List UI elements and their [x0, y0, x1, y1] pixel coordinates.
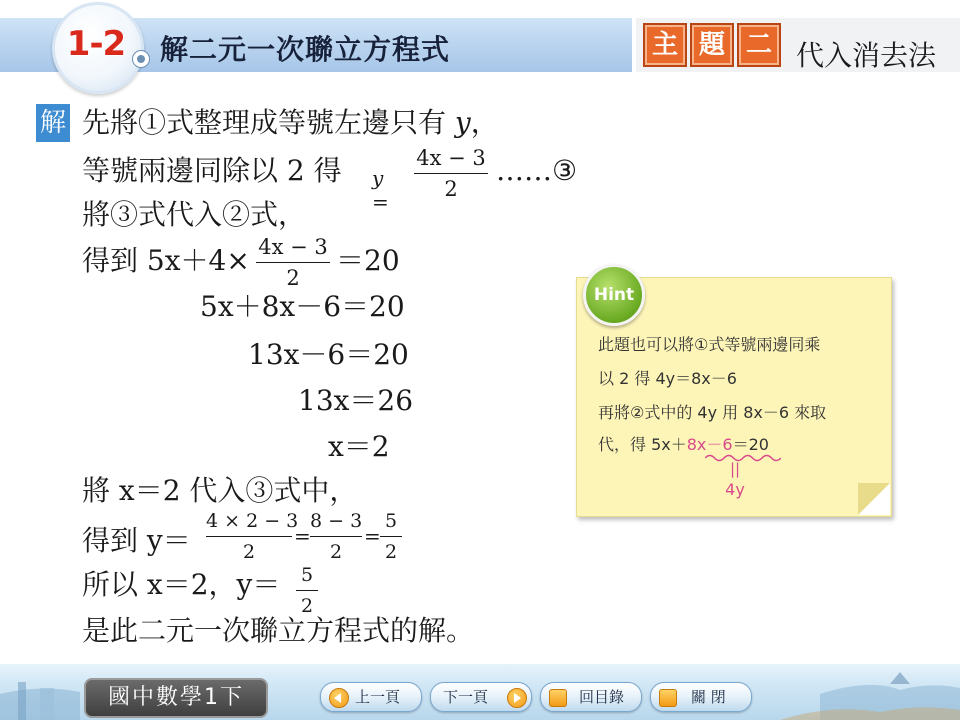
- close-icon: [659, 689, 677, 707]
- solution-line-6-prefix: 得到 y＝: [82, 524, 191, 557]
- hint-line-4: [598, 432, 769, 455]
- topic-char-3: 二: [737, 23, 781, 67]
- hint-line-2: 以 2 得 4y＝8x－6: [598, 369, 737, 388]
- close-button[interactable]: [650, 682, 752, 712]
- solution-line-2-tail: ……③: [496, 154, 578, 187]
- solution-line-3: 將③式代入②式，: [82, 198, 307, 231]
- solution-line-8: 是此二元一次聯立方程式的解。: [82, 614, 475, 647]
- hint-equals-mark: ||: [729, 460, 741, 478]
- fraction-numerator: 5: [384, 510, 398, 532]
- solution-line-7-fraction: [296, 562, 318, 619]
- solution-line-4-fraction: [256, 234, 330, 291]
- fraction-bar: [310, 536, 362, 537]
- hint-line-3: 再將②式中的 4y 用 8x－6 來取: [598, 403, 827, 422]
- fraction-denominator: 2: [329, 541, 343, 563]
- solution-line-6-eq-1: =: [294, 524, 311, 548]
- header: [0, 0, 960, 92]
- solution-line-6-fraction-2: [310, 508, 362, 565]
- fraction-numerator: 4x − 3: [258, 235, 328, 259]
- fraction-denominator: 2: [286, 266, 300, 290]
- solution-line-4-prefix: 得到 5x＋4×: [82, 244, 250, 277]
- topic-title: 代入消去法: [796, 39, 937, 72]
- book-title: 國中數學1下: [84, 678, 268, 718]
- solution-line-6-eq-2: =: [364, 524, 381, 548]
- fraction-numerator: 8 − 3: [310, 510, 363, 532]
- section-number: 1-2: [66, 24, 126, 64]
- close-label: 關 閉: [691, 688, 726, 706]
- next-page-button[interactable]: [430, 682, 532, 712]
- section-title: 解二元一次聯立方程式: [160, 33, 451, 66]
- solution-step-3: 13x＝26: [298, 384, 414, 417]
- solution-step-1: 5x＋8x－6＝20: [200, 290, 405, 323]
- fraction-bar: [206, 536, 292, 537]
- next-page-label: 下一頁: [443, 688, 489, 706]
- toc-label: 回目錄: [579, 688, 625, 706]
- prev-page-button[interactable]: [320, 682, 422, 712]
- solution-line-1-end: ，: [470, 106, 499, 139]
- fraction-bar: [380, 536, 402, 537]
- section-deco-icon: [132, 50, 150, 68]
- fraction-denominator: 2: [444, 177, 458, 201]
- solution-line-1-var: y: [454, 106, 471, 139]
- next-arrow-icon: [507, 688, 527, 708]
- prev-page-label: 上一頁: [355, 688, 401, 706]
- hint-badge: Hint: [583, 264, 645, 326]
- solution-step-4: x＝2: [328, 430, 390, 463]
- solution-line-4-suffix: ＝20: [336, 244, 400, 277]
- hint-line-1: 此題也可以將①式等號兩邊同乘: [598, 335, 821, 354]
- fraction-bar: [414, 173, 488, 174]
- hint-line-4-prefix: 代，得 5x＋: [598, 435, 687, 454]
- hint-line-4-suffix: ＝20: [732, 435, 769, 454]
- solution-line-7-prefix: 所以 x＝2，y＝: [82, 568, 281, 601]
- hint-note-fold: [858, 483, 890, 515]
- table-of-contents-button[interactable]: [540, 682, 642, 712]
- solution-line-6-fraction-3: [380, 508, 402, 565]
- solution-line-6-fraction-1: [206, 508, 299, 565]
- fraction-bar: [256, 262, 330, 263]
- solution-line-2: 等號兩邊同除以 2 得: [82, 154, 342, 187]
- fraction-denominator: 2: [384, 541, 398, 563]
- fraction-denominator: 2: [300, 595, 314, 617]
- prev-arrow-icon: [329, 688, 349, 708]
- solution-line-2-lhs: y =: [372, 166, 389, 214]
- fraction-numerator: 4x − 3: [416, 146, 486, 170]
- solution-line-1-text: 先將①式整理成等號左邊只有: [82, 106, 447, 139]
- solution-step-2: 13x－6＝20: [248, 338, 409, 371]
- fraction-denominator: 2: [242, 541, 256, 563]
- solution-line-1: [82, 106, 499, 140]
- fraction-numerator: 4 × 2 − 3: [206, 510, 299, 532]
- hint-below-value: 4y: [725, 480, 745, 499]
- fraction-numerator: 5: [300, 564, 314, 586]
- topic-char-2: 題: [690, 23, 734, 67]
- hint-line-4-highlight: 8x－6: [686, 435, 733, 454]
- fraction-bar: [296, 590, 318, 591]
- toc-icon: [549, 689, 567, 707]
- solution-line-2-fraction: [414, 145, 488, 202]
- topic-char-1: 主: [643, 23, 687, 67]
- solution-badge: 解: [36, 104, 70, 142]
- solution-line-5: 將 x＝2 代入③式中，: [82, 474, 358, 507]
